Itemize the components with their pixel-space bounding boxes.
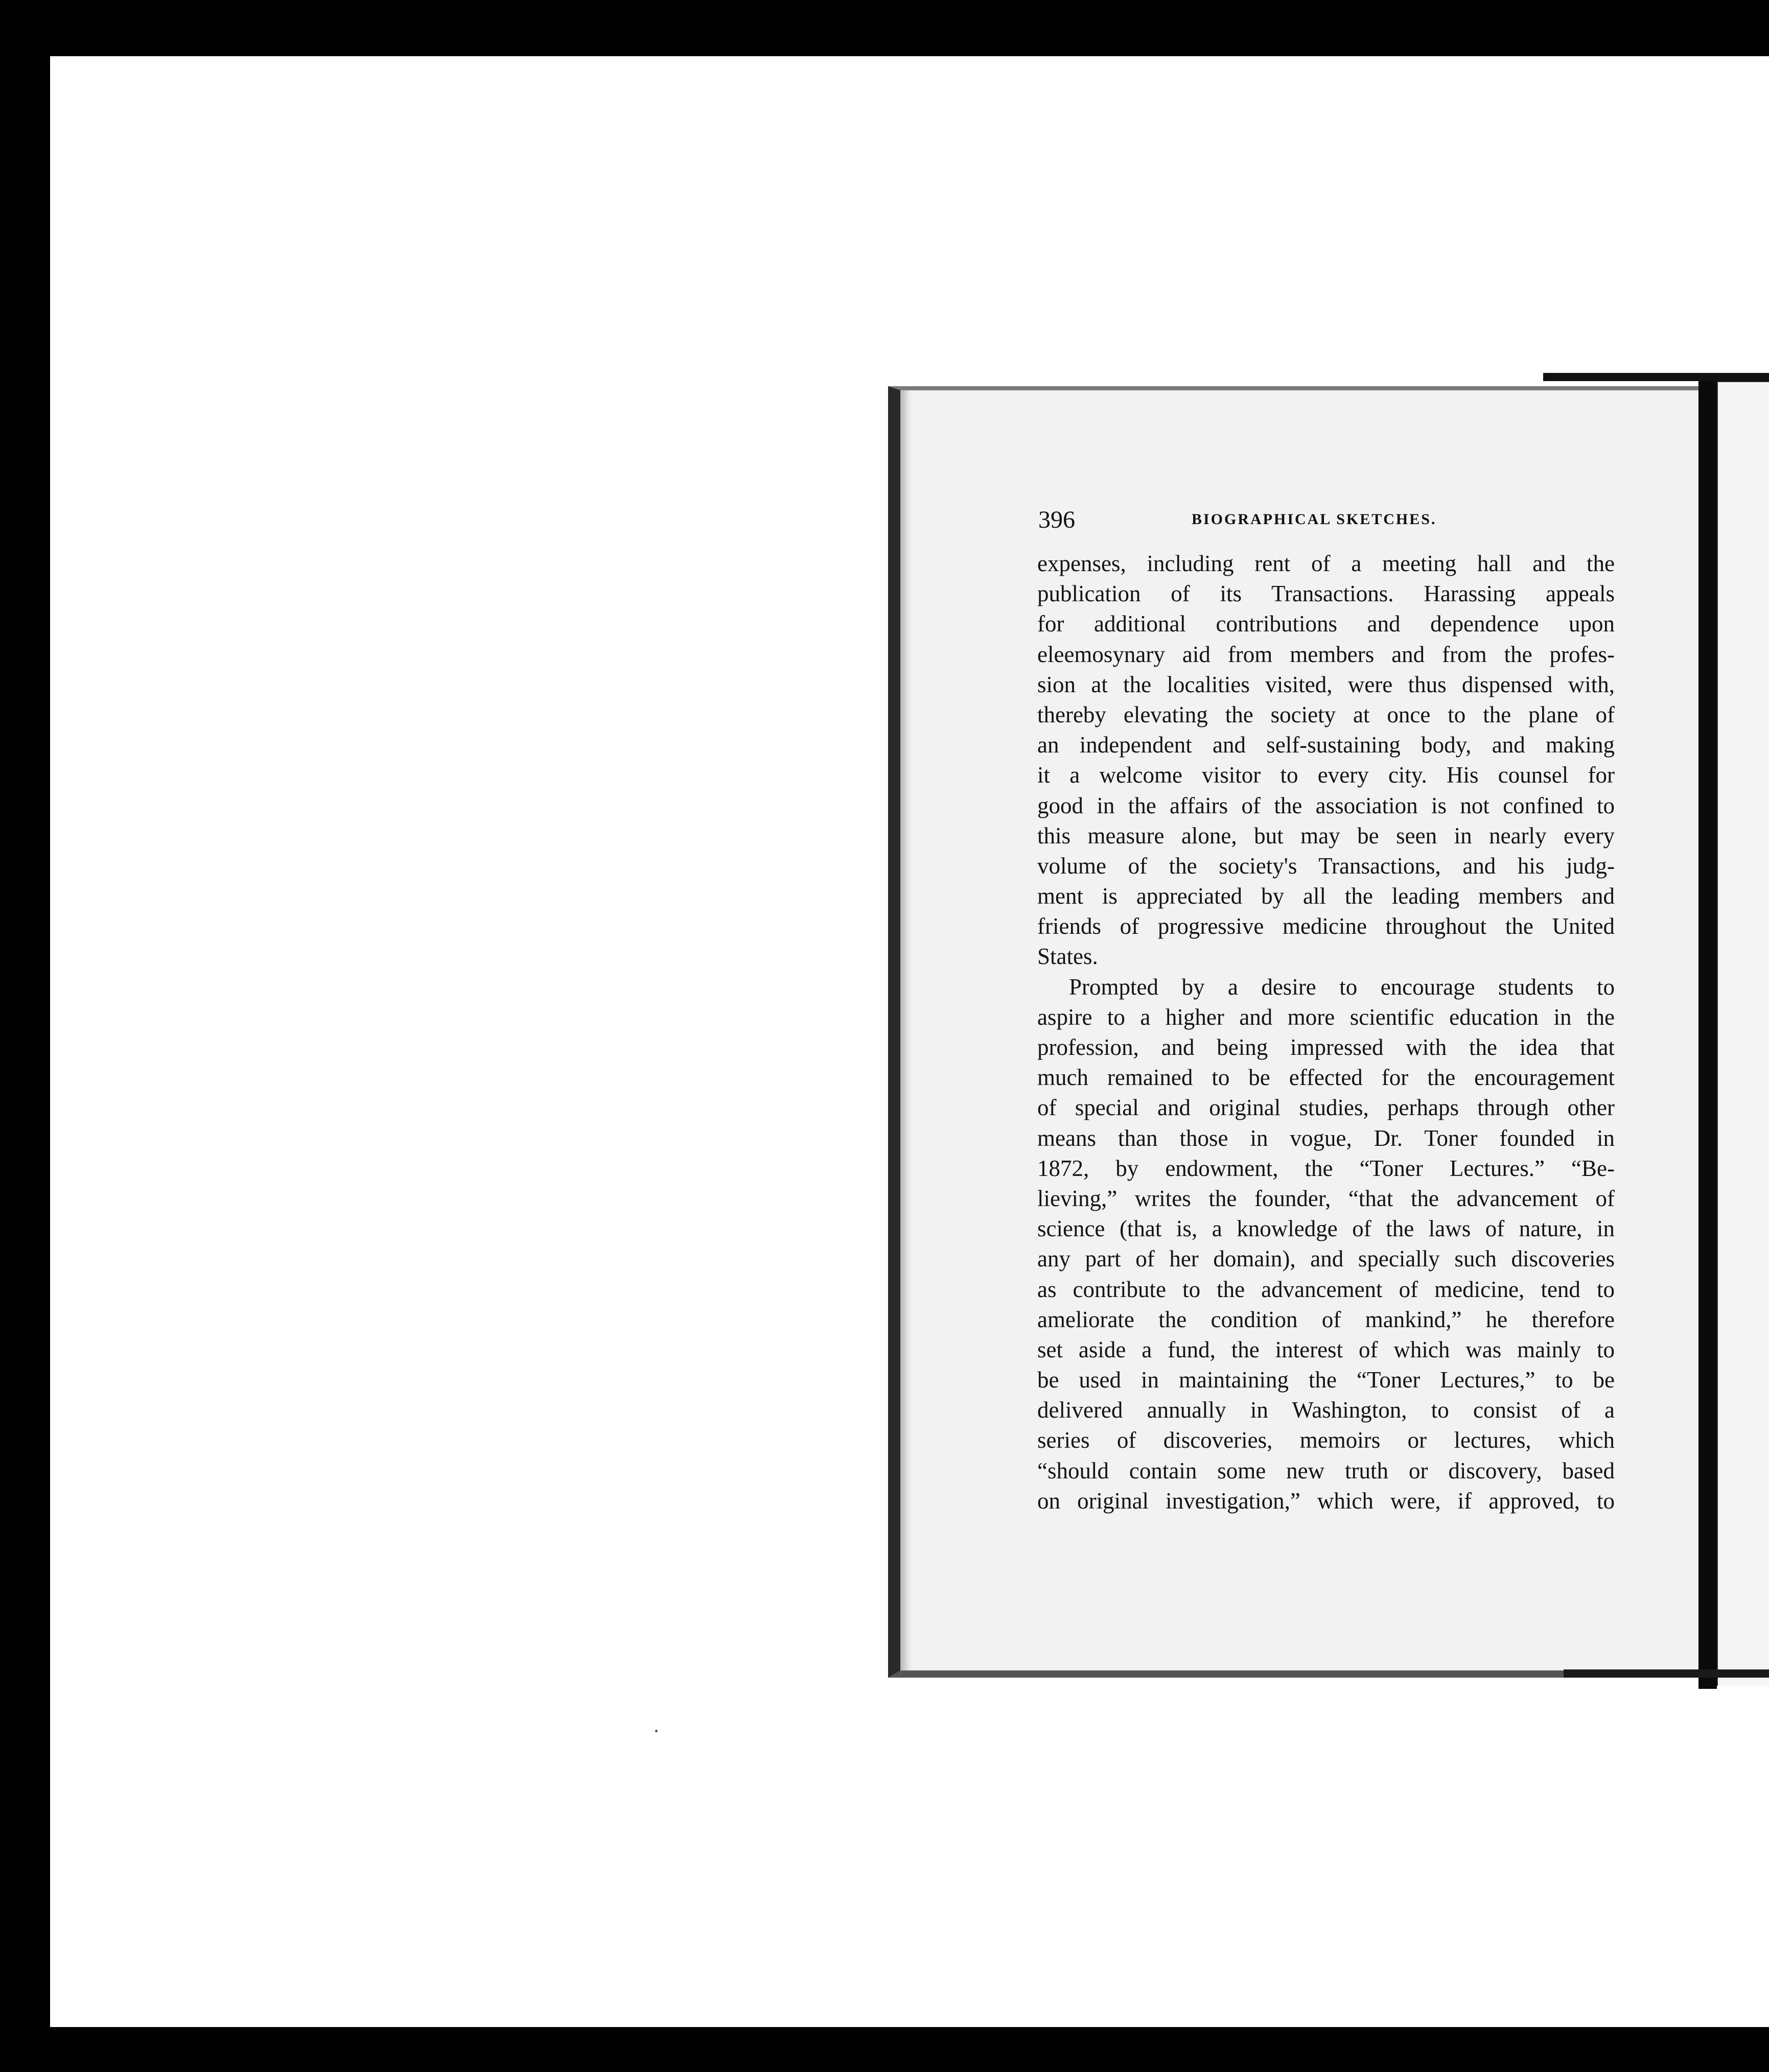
text-line: on original investigation,” which were, if approved, to bbox=[1037, 1488, 1615, 1514]
text-line: ment is appreciated by all the leading members and bbox=[1037, 883, 1615, 909]
text-line: science (that is, a knowledge of the laws of nature, in bbox=[1037, 1216, 1615, 1242]
text-line: thereby elevating the society at once to the plane of bbox=[1037, 701, 1615, 727]
dust-speck bbox=[655, 1730, 658, 1732]
text-line: means than those in vogue, Dr. Toner founded in bbox=[1037, 1125, 1615, 1151]
text-line: volume of the society's Transactions, and his judg- bbox=[1037, 853, 1615, 879]
text-line: lieving,” writes the founder, “that the advancement of bbox=[1037, 1185, 1615, 1211]
text-line: States. bbox=[1037, 944, 1098, 970]
page-body-text bbox=[1037, 549, 1615, 1516]
text-line: for additional contributions and dependence upon bbox=[1037, 611, 1615, 637]
text-line: any part of her domain), and specially such discoveries bbox=[1037, 1246, 1615, 1272]
text-line: Prompted by a desire to encourage students to bbox=[1069, 974, 1615, 1000]
text-line: much remained to be effected for the encouragement bbox=[1037, 1065, 1615, 1091]
text-line: eleemosynary aid from members and from the profes- bbox=[1037, 641, 1615, 667]
text-line: an independent and self-sustaining body, and making bbox=[1037, 732, 1615, 758]
text-line: expenses, including rent of a meeting hall and the bbox=[1037, 551, 1615, 576]
book-bottom-edge bbox=[1564, 1669, 1769, 1678]
running-head bbox=[1038, 506, 1631, 536]
text-line: be used in maintaining the “Toner Lectures,” to be bbox=[1037, 1367, 1615, 1393]
text-line: it a welcome visitor to every city. His counsel for bbox=[1037, 762, 1615, 788]
book-page-right-edge bbox=[1717, 378, 1769, 1686]
scan-border-bottom bbox=[0, 2027, 1769, 2072]
scan-border-top bbox=[0, 0, 1769, 56]
text-line: ameliorate the condition of mankind,” he therefore bbox=[1037, 1306, 1615, 1332]
text-line: of special and original studies, perhaps through other bbox=[1037, 1095, 1615, 1121]
text-line: sion at the localities visited, were thus dispensed with, bbox=[1037, 671, 1615, 697]
text-line: profession, and being impressed with the idea that bbox=[1037, 1034, 1615, 1060]
text-line: series of discoveries, memoirs or lectures, which bbox=[1037, 1427, 1615, 1453]
text-line: as contribute to the advancement of medicine, tend to bbox=[1037, 1276, 1615, 1302]
text-line: 1872, by endowment, the “Toner Lectures.” “Be- bbox=[1037, 1155, 1615, 1181]
book-top-edge bbox=[1543, 373, 1769, 381]
scan-border-left bbox=[0, 0, 50, 2072]
text-line: set aside a fund, the interest of which was mainly to bbox=[1037, 1336, 1615, 1362]
page-number: 396 bbox=[1038, 506, 1075, 533]
text-line: good in the affairs of the association is not confined to bbox=[1037, 792, 1615, 818]
text-line: this measure alone, but may be seen in nearly every bbox=[1037, 822, 1615, 849]
book-gutter bbox=[1698, 373, 1717, 1689]
text-line: publication of its Transactions. Harassing appeals bbox=[1037, 581, 1615, 607]
text-line: delivered annually in Washington, to consist of a bbox=[1037, 1397, 1615, 1423]
running-title: BIOGRAPHICAL SKETCHES. bbox=[1192, 511, 1437, 528]
text-line: “should contain some new truth or discovery, based bbox=[1037, 1457, 1615, 1484]
text-line: aspire to a higher and more scientific education in the bbox=[1037, 1004, 1615, 1030]
text-line: friends of progressive medicine throughout the United bbox=[1037, 913, 1615, 939]
